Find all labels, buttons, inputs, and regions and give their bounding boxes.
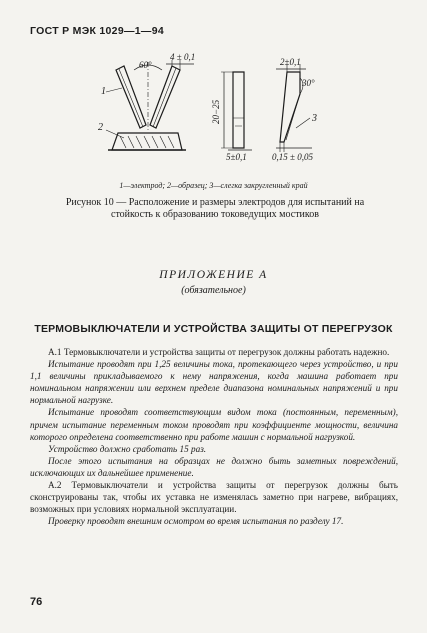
paragraph-damage: После этого испытания на образцах не должно быть заметных повреждений, исключающих их дальнейшее применение.: [30, 455, 398, 478]
height-label: 20−25: [211, 99, 221, 124]
angle-30-label: 30°: [302, 78, 315, 88]
electrode-side-view: [221, 64, 312, 152]
width-4-label: 4 ± 0,1: [170, 52, 196, 62]
appendix-title: ПРИЛОЖЕНИЕ А: [159, 269, 268, 281]
figure-legend: 1—электрод; 2—образец; 3—слегка закругленный край: [119, 181, 308, 190]
base-width-label: 5±0,1: [226, 152, 247, 162]
page-number: 76: [30, 596, 43, 608]
document-header: ГОСТ Р МЭК 1029—1—94: [30, 25, 164, 37]
specimen-drawing: [108, 133, 186, 150]
electrode-figure: [0, 0, 427, 180]
paragraph-a1: А.1 Термовыключатели и устройства защиты от перегрузок должны работать надежно.: [48, 347, 390, 357]
angle-60-label: 60°: [139, 60, 152, 70]
paragraph-test-type: Испытание проводят соответствующим видом тока (постоянным, переменным), причем испытание переменным током проводят при коэффициенте мощности, величина которого определена соответственно при работе машин с нормальной нагрузкой.: [30, 407, 398, 442]
tip-dimension-label: 0,15 ± 0,05: [272, 152, 313, 162]
figure-caption: Рисунок 10 — Расположение и размеры электродов для испытаний на стойкость к образованию токоведущих мостиков: [65, 197, 365, 220]
paragraph-test-current: Испытание проводят при 1,25 величины тока, протекающего через устройство, и при 1,1 величины прикладываемого к нему напряжения, когда машина работает при номинальном напряжении или верхнем пределе диапазона номинальных напряжений и при нормальной нагрузке.: [30, 359, 398, 406]
appendix-subtitle: (обязательное): [181, 285, 246, 296]
section-heading: ТЕРМОВЫКЛЮЧАТЕЛИ И УСТРОЙСТВА ЗАЩИТЫ ОТ ПЕРЕГРУЗОК: [34, 323, 393, 335]
paragraph-inspection: Проверку проводят внешним осмотром во время испытания по разделу 17.: [48, 516, 344, 527]
electrode-drawing: [106, 60, 194, 138]
appendix-body: [30, 346, 398, 527]
callout-2: 2: [98, 122, 103, 133]
paragraph-operations: Устройство должно сработать 15 раз.: [48, 443, 207, 454]
paragraph-a2: А.2 Термовыключатели и устройства защиты от перегрузок должны быть сконструированы так, чтобы их уставка не изменялась заметно при нагреве, вибрациях, возможных при условиях нормальной эксплуатации.: [30, 480, 398, 515]
callout-1: 1: [101, 86, 106, 97]
callout-3: 3: [312, 113, 317, 124]
width-2-label: 2±0,1: [280, 57, 301, 67]
